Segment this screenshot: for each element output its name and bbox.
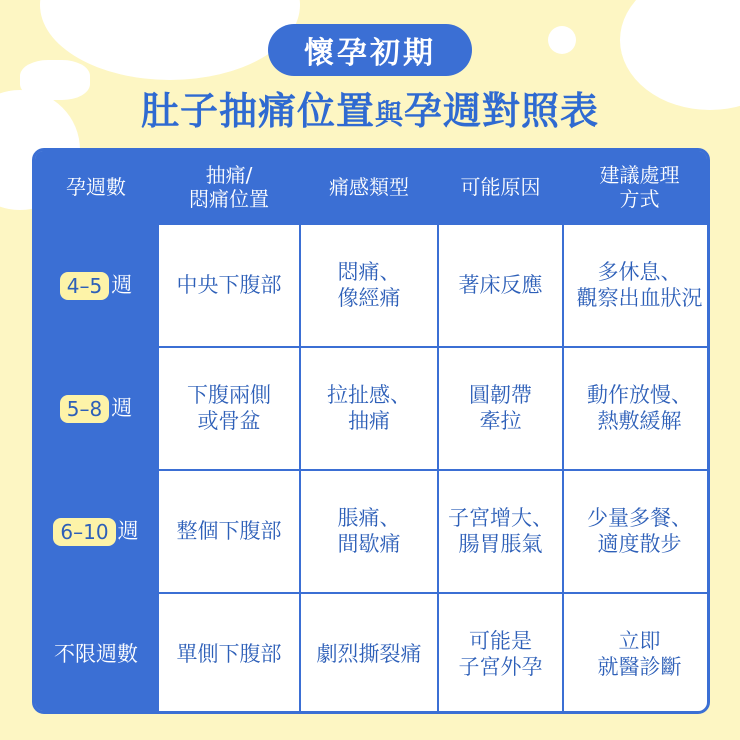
comparison-table (32, 148, 710, 714)
week-unit: 不限週數 (54, 641, 138, 666)
location-cell-text: 整個下腹部 (176, 518, 282, 543)
cause-cell (439, 348, 562, 469)
pain-type-cell (301, 594, 437, 714)
location-cell (159, 225, 299, 346)
location-cell-text: 單側下腹部 (176, 641, 282, 666)
location-cell-text: 中央下腹部 (176, 272, 282, 297)
cause-cell (439, 225, 562, 346)
week-cell (35, 471, 157, 592)
column-header-text: 抽痛/ 悶痛位置 (189, 163, 269, 211)
column-header (564, 151, 710, 223)
table-grid (35, 151, 707, 711)
week-cell (35, 225, 157, 346)
pain-type-cell (301, 471, 437, 592)
advice-cell-text: 少量多餐、 適度散步 (587, 506, 692, 556)
advice-cell (564, 594, 710, 714)
pain-type-cell-text: 悶痛、 像經痛 (337, 260, 401, 310)
advice-cell (564, 348, 710, 469)
pain-type-cell-text: 拉扯感、 抽痛 (327, 383, 411, 433)
column-header-text: 可能原因 (460, 175, 541, 199)
cause-cell-text: 子宮增大、 腸胃脹氣 (448, 506, 553, 556)
location-cell (159, 594, 299, 714)
location-cell-text: 下腹兩側 或骨盆 (187, 383, 271, 433)
decor-dot (184, 18, 220, 54)
header-tag: 懷孕初期 (268, 24, 472, 76)
week-unit: 週 (111, 272, 133, 297)
cause-cell-text: 著床反應 (458, 272, 543, 297)
column-header (35, 151, 157, 223)
advice-cell (564, 225, 710, 346)
week-badge: 6–10 (53, 518, 115, 546)
week-badge: 4–5 (60, 272, 109, 300)
column-header-text: 建議處理 方式 (599, 163, 680, 211)
cause-cell-text: 圓韌帶 牽拉 (469, 383, 532, 433)
location-cell (159, 471, 299, 592)
week-unit: 週 (117, 518, 139, 543)
column-header (159, 151, 299, 223)
pain-type-cell (301, 225, 437, 346)
location-cell (159, 348, 299, 469)
pain-type-cell-text: 脹痛、 間歇痛 (337, 506, 401, 556)
pain-type-cell (301, 348, 437, 469)
advice-cell-text: 立即 就醫診斷 (597, 629, 682, 679)
week-cell (35, 348, 157, 469)
advice-cell (564, 471, 710, 592)
week-cell (35, 594, 157, 714)
week-unit: 週 (111, 395, 133, 420)
advice-cell-text: 動作放慢、 熱敷緩解 (587, 383, 692, 433)
cause-cell (439, 594, 562, 714)
page-title (0, 80, 740, 135)
advice-cell-text: 多休息、 觀察出血狀況 (576, 260, 703, 310)
column-header (301, 151, 437, 223)
decor-dot (548, 26, 576, 54)
cause-cell (439, 471, 562, 592)
column-header-text: 孕週數 (66, 175, 126, 199)
pain-type-cell-text: 劇烈撕裂痛 (316, 641, 422, 666)
title-part2: 孕週對照表 (404, 89, 600, 133)
week-badge: 5–8 (60, 395, 109, 423)
title-part1: 肚子抽痛位置 (140, 89, 375, 133)
column-header-text: 痛感類型 (329, 175, 409, 199)
title-connector: 與 (374, 98, 404, 131)
cause-cell-text: 可能是 子宮外孕 (458, 629, 543, 679)
column-header (439, 151, 562, 223)
